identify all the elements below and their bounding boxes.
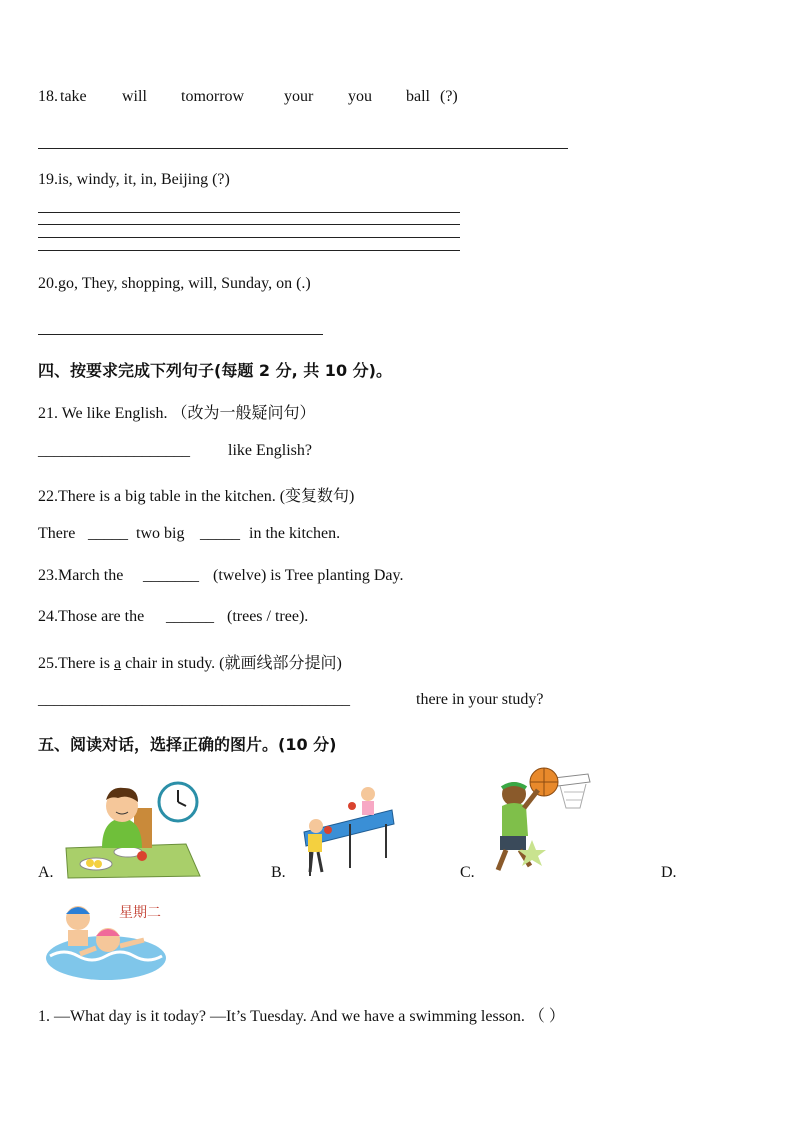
q24-part-b: (trees / tree). [227, 608, 309, 625]
picture-d-swimming [44, 896, 172, 986]
q22-blank: _____ [200, 525, 240, 542]
picture-a-eating-boy [66, 778, 206, 880]
clock-icon [159, 783, 197, 821]
q18-word: your [284, 88, 314, 105]
q21-blank: ___________________ [38, 442, 190, 459]
q18-word: you [348, 88, 372, 105]
question-20: 20.go, They, shopping, will, Sunday, on (.) [38, 275, 311, 292]
q23-blank: _______ [143, 567, 199, 584]
picture-c-basketball [484, 766, 598, 878]
q22-blank: _____ [88, 525, 128, 542]
q25-underlined-word: a [113, 655, 122, 672]
q25-part-a: 25.There is [38, 655, 110, 672]
tuesday-label: 星期二 [119, 905, 161, 921]
q23-part-b: (twelve) is Tree planting Day. [213, 567, 404, 584]
q24-part-a: 24.Those are the [38, 608, 145, 625]
option-c-label: C. [460, 864, 475, 881]
answer-line [38, 250, 460, 251]
answer-line [38, 148, 568, 149]
answer-line [38, 212, 460, 213]
q22-part-c: in the kitchen. [249, 525, 341, 542]
question-21: 21. We like English. （改为一般疑问句） [38, 405, 316, 422]
option-b-label: B. [271, 864, 286, 881]
q25-blank: _______________________________________ [38, 691, 350, 708]
q18-number: 18. [38, 88, 58, 105]
question-19: 19.is, windy, it, in, Beijing (?) [38, 171, 230, 188]
answer-line [38, 334, 323, 335]
q24-blank: ______ [166, 608, 214, 625]
answer-line [38, 224, 460, 225]
section-4-title: 四、按要求完成下列句子(每题 2 分, 共 10 分)。 [38, 361, 392, 380]
q25-part-b: chair in study. (就画线部分提问) [125, 655, 342, 672]
dialog-1: 1. —What day is it today? —It’s Tuesday. And we have a swimming lesson. （ ） [38, 1008, 565, 1025]
answer-line [38, 237, 460, 238]
picture-b-table-tennis [294, 784, 398, 880]
q22-part-b: two big [136, 525, 185, 542]
q18-punct: (?) [440, 88, 458, 105]
q18-word: will [122, 88, 147, 105]
q21-answer-tail: like English? [228, 442, 312, 459]
q18-word: ball [406, 88, 430, 105]
q25-answer-tail: there in your study? [416, 691, 544, 708]
option-a-label: A. [38, 864, 54, 881]
question-25 [38, 650, 342, 673]
q23-part-a: 23.March the [38, 567, 124, 584]
q22-part-a: There [38, 525, 76, 542]
section-5-title: 五、阅读对话，选择正确的图片。(10 分) [38, 735, 337, 754]
question-22: 22.There is a big table in the kitchen. (变复数句) [38, 488, 355, 505]
q18-word: take [60, 88, 87, 105]
q18-word: tomorrow [181, 88, 245, 105]
option-d-label: D. [661, 864, 677, 881]
